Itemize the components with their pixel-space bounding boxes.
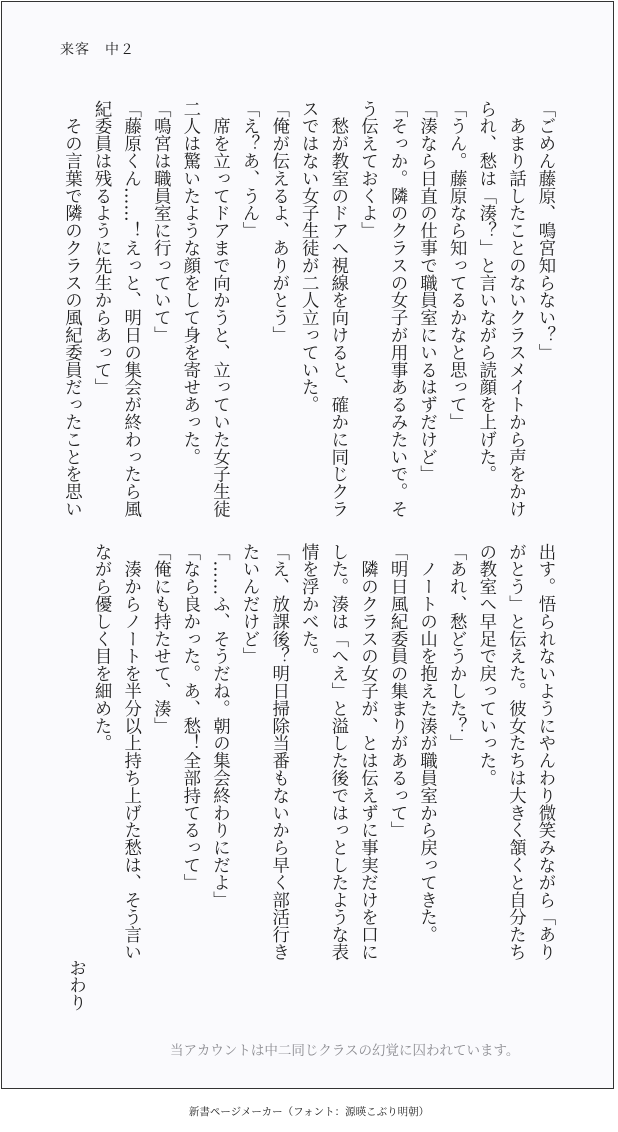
text-line: たいんだけど」: [239, 543, 260, 665]
text-line: 席を立ってドアまで向かうと、立っていた女子生徒: [209, 100, 230, 518]
text-line: ノートの山を抱えた湊が職員室から戻ってきた。: [416, 543, 437, 944]
text-line: 「ごめん藤原、鳴宮知らない？」: [535, 100, 555, 361]
text-line: 二人は驚いたような顔をして身を寄せあった。: [179, 100, 200, 466]
text-line: 「明日風紀委員の集まりがあるって」: [387, 543, 408, 839]
text-line: 湊からノートを半分以上持ち上げた愁は、そう言い: [120, 543, 141, 961]
text-line: 「うん。藤原なら知ってるかなと思って」: [446, 100, 467, 431]
text-line: 紀委員は残るように先生からあって」: [91, 100, 112, 396]
text-line: 「え、放課後？明日掃除当番もないから早く部活行き: [268, 543, 289, 961]
text-line: あまり話したことのないクラスメイトから声をかけ: [505, 100, 526, 518]
lower-text-block: [86, 543, 560, 1013]
text-line: がとう」と伝えた。彼女たちは大きく頷くと自分たち: [505, 543, 526, 961]
generator-credit: 新書ページメーカー（フォント：源暎こぶり明朝）: [188, 1106, 430, 1118]
text-line: 「俺が伝えるよ、ありがとう」: [268, 100, 289, 344]
page-header: 来客 中２: [60, 42, 135, 58]
text-line: 情を浮かべた。: [298, 543, 319, 665]
text-line: 隣のクラスの女子が、とは伝えずに事実だけを口に: [357, 543, 378, 961]
text-line: した。湊は「へえ」と溢した後ではっとしたような表: [327, 543, 348, 961]
footer-note: 当アカウントは中二同じクラスの幻覚に囚われています。: [170, 1043, 520, 1059]
text-line: う伝えておくよ」: [357, 100, 378, 240]
text-line: の教室へ早足で戻っていった。: [475, 543, 496, 787]
text-line: 「え？あ、うん」: [239, 100, 260, 240]
text-line: られ、愁は「湊？」と言いながら読顔を上げた。: [475, 100, 496, 483]
text-line: ながら優しく目を細めた。: [91, 543, 112, 752]
text-line: 「藤原くん……！えっと、明日の集会が終わったら風: [120, 100, 141, 518]
text-line: 「そっか。隣のクラスの女子が用事あるみたいで。そ: [387, 100, 408, 518]
upper-text-block: [56, 100, 559, 540]
text-line: 「鳴宮は職員室に行っていて」: [150, 100, 171, 344]
text-line: 「……ふ、そうだね。朝の集会終わりにだよ」: [209, 543, 230, 909]
text-line: 「俺にも持たせて、湊」: [150, 543, 171, 735]
text-line: その言葉で隣のクラスの風紀委員だったことを思い: [61, 100, 82, 518]
text-line: 「なら良かった。あ、愁！全部持てるって」: [179, 543, 200, 891]
text-line: スではない女子生徒が二人立っていた。: [298, 100, 319, 414]
text-line: 「あれ、愁どうかした？」: [446, 543, 467, 752]
text-line: 出す。悟られないようにやんわり微笑みながら「あり: [535, 543, 555, 961]
text-line: 愁が教室のドアへ視線を向けると、確かに同じクラ: [327, 100, 348, 518]
book-page: [1, 1, 614, 1089]
text-line: 「湊なら日直の仕事で職員室にいるはずだけど」: [416, 100, 437, 483]
ending-text: おわり: [65, 959, 86, 1012]
